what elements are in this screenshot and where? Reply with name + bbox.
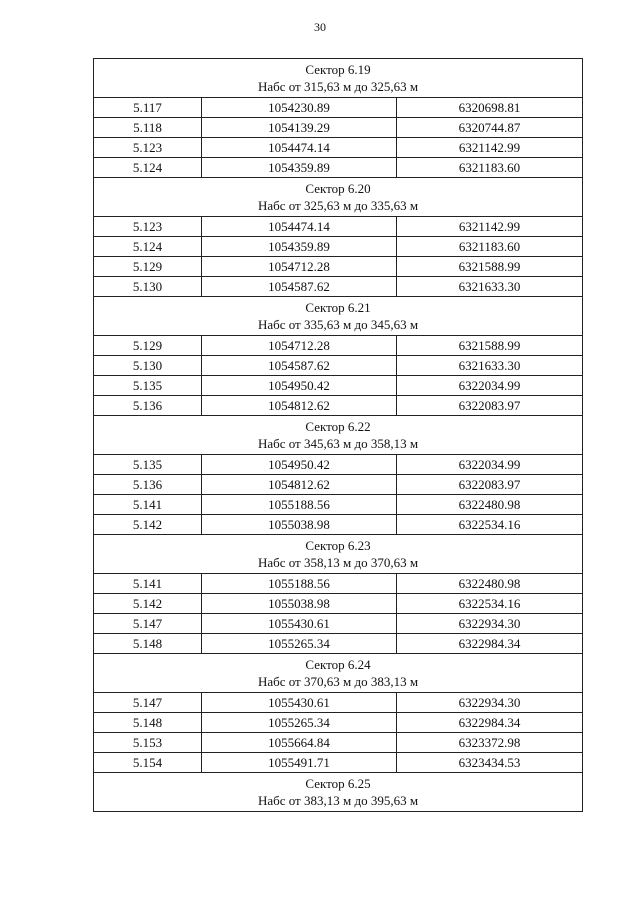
- table-row: [94, 376, 583, 396]
- point-number-cell: 5.141: [94, 495, 202, 515]
- coordinate-y-cell: 6322534.16: [397, 594, 583, 614]
- sector-title: Сектор 6.19: [305, 62, 371, 77]
- point-number-cell: 5.135: [94, 455, 202, 475]
- coordinate-x-cell: 1055265.34: [202, 634, 397, 654]
- sector-header-cell: [94, 178, 583, 217]
- sector-title: Сектор 6.25: [305, 776, 371, 791]
- sector-header-cell: [94, 297, 583, 336]
- coordinate-x-cell: 1054474.14: [202, 138, 397, 158]
- table-row: [94, 257, 583, 277]
- point-number-cell: 5.141: [94, 574, 202, 594]
- sector-title: Сектор 6.24: [305, 657, 371, 672]
- point-number-cell: 5.148: [94, 713, 202, 733]
- sector-header-row: [94, 178, 583, 217]
- coordinate-y-cell: 6322984.34: [397, 634, 583, 654]
- coordinate-y-cell: 6321588.99: [397, 336, 583, 356]
- coordinate-x-cell: 1055038.98: [202, 594, 397, 614]
- coordinate-x-cell: 1054950.42: [202, 376, 397, 396]
- point-number-cell: 5.123: [94, 138, 202, 158]
- coordinate-y-cell: 6322083.97: [397, 475, 583, 495]
- coordinate-x-cell: 1054474.14: [202, 217, 397, 237]
- sector-title: Сектор 6.22: [305, 419, 371, 434]
- point-number-cell: 5.142: [94, 515, 202, 535]
- coordinate-x-cell: 1055188.56: [202, 495, 397, 515]
- coordinate-x-cell: 1054139.29: [202, 118, 397, 138]
- coordinate-x-cell: 1054359.89: [202, 237, 397, 257]
- coordinate-x-cell: 1054950.42: [202, 455, 397, 475]
- coordinate-x-cell: 1054812.62: [202, 396, 397, 416]
- table-row: [94, 713, 583, 733]
- point-number-cell: 5.130: [94, 356, 202, 376]
- point-number-cell: 5.148: [94, 634, 202, 654]
- table-row: [94, 98, 583, 118]
- sector-altitude-range: Набс от 335,63 м до 345,63 м: [257, 317, 419, 332]
- point-number-cell: 5.136: [94, 475, 202, 495]
- coordinate-y-cell: 6321183.60: [397, 158, 583, 178]
- coordinate-y-cell: 6322534.16: [397, 515, 583, 535]
- table-row: [94, 634, 583, 654]
- point-number-cell: 5.130: [94, 277, 202, 297]
- point-number-cell: 5.147: [94, 614, 202, 634]
- point-number-cell: 5.124: [94, 158, 202, 178]
- table-row: [94, 614, 583, 634]
- sector-altitude-range: Набс от 370,63 м до 383,13 м: [257, 674, 419, 689]
- sector-header-cell: [94, 59, 583, 98]
- coordinate-y-cell: 6323434.53: [397, 753, 583, 773]
- table-row: [94, 594, 583, 614]
- table-row: [94, 158, 583, 178]
- sector-altitude-range: Набс от 325,63 м до 335,63 м: [257, 198, 419, 213]
- coordinate-x-cell: 1055038.98: [202, 515, 397, 535]
- table-row: [94, 515, 583, 535]
- sector-header-row: [94, 416, 583, 455]
- coordinate-y-cell: 6321588.99: [397, 257, 583, 277]
- coordinate-y-cell: 6320698.81: [397, 98, 583, 118]
- table-row: [94, 455, 583, 475]
- table-row: [94, 396, 583, 416]
- point-number-cell: 5.135: [94, 376, 202, 396]
- sector-header-row: [94, 297, 583, 336]
- sector-header-cell: [94, 535, 583, 574]
- sector-title: Сектор 6.21: [305, 300, 371, 315]
- coordinate-x-cell: 1054230.89: [202, 98, 397, 118]
- point-number-cell: 5.124: [94, 237, 202, 257]
- point-number-cell: 5.123: [94, 217, 202, 237]
- sector-header-row: [94, 535, 583, 574]
- table-row: [94, 277, 583, 297]
- point-number-cell: 5.142: [94, 594, 202, 614]
- point-number-cell: 5.154: [94, 753, 202, 773]
- table-row: [94, 574, 583, 594]
- coordinate-y-cell: 6321183.60: [397, 237, 583, 257]
- table-body: [94, 59, 583, 812]
- point-number-cell: 5.147: [94, 693, 202, 713]
- coordinate-y-cell: 6320744.87: [397, 118, 583, 138]
- coordinate-y-cell: 6322083.97: [397, 396, 583, 416]
- table-row: [94, 356, 583, 376]
- coordinate-y-cell: 6322034.99: [397, 455, 583, 475]
- coordinate-x-cell: 1054587.62: [202, 356, 397, 376]
- coordinate-y-cell: 6321633.30: [397, 277, 583, 297]
- coordinate-y-cell: 6322934.30: [397, 614, 583, 634]
- coordinate-y-cell: 6323372.98: [397, 733, 583, 753]
- coordinate-x-cell: 1055188.56: [202, 574, 397, 594]
- table-row: [94, 495, 583, 515]
- coordinate-x-cell: 1054587.62: [202, 277, 397, 297]
- sector-altitude-range: Набс от 383,13 м до 395,63 м: [257, 793, 419, 808]
- coordinate-x-cell: 1055491.71: [202, 753, 397, 773]
- table-row: [94, 237, 583, 257]
- point-number-cell: 5.129: [94, 257, 202, 277]
- coordinate-y-cell: 6321633.30: [397, 356, 583, 376]
- coordinate-y-cell: 6322034.99: [397, 376, 583, 396]
- coordinate-x-cell: 1054359.89: [202, 158, 397, 178]
- coordinate-y-cell: 6322934.30: [397, 693, 583, 713]
- coordinate-x-cell: 1054712.28: [202, 336, 397, 356]
- coordinate-y-cell: 6321142.99: [397, 217, 583, 237]
- coordinate-x-cell: 1054712.28: [202, 257, 397, 277]
- table-row: [94, 118, 583, 138]
- sector-header-row: [94, 654, 583, 693]
- table-row: [94, 693, 583, 713]
- sector-title: Сектор 6.23: [305, 538, 371, 553]
- coordinate-x-cell: 1055430.61: [202, 693, 397, 713]
- sector-header-row: [94, 59, 583, 98]
- sector-altitude-range: Набс от 345,63 м до 358,13 м: [257, 436, 419, 451]
- coordinate-y-cell: 6322984.34: [397, 713, 583, 733]
- sector-header-cell: [94, 416, 583, 455]
- table-row: [94, 733, 583, 753]
- sector-title: Сектор 6.20: [305, 181, 371, 196]
- coordinate-y-cell: 6322480.98: [397, 574, 583, 594]
- point-number-cell: 5.118: [94, 118, 202, 138]
- sector-altitude-range: Набс от 358,13 м до 370,63 м: [257, 555, 419, 570]
- point-number-cell: 5.117: [94, 98, 202, 118]
- table-row: [94, 475, 583, 495]
- table-row: [94, 753, 583, 773]
- coordinate-x-cell: 1054812.62: [202, 475, 397, 495]
- sector-header-cell: [94, 654, 583, 693]
- coordinate-x-cell: 1055430.61: [202, 614, 397, 634]
- point-number-cell: 5.129: [94, 336, 202, 356]
- table-row: [94, 217, 583, 237]
- coordinate-y-cell: 6322480.98: [397, 495, 583, 515]
- table-row: [94, 336, 583, 356]
- sector-header-row: [94, 773, 583, 812]
- coordinate-y-cell: 6321142.99: [397, 138, 583, 158]
- table-row: [94, 138, 583, 158]
- sector-coordinates-table: [93, 58, 583, 812]
- sector-altitude-range: Набс от 315,63 м до 325,63 м: [257, 79, 419, 94]
- page-number: 30: [314, 20, 326, 34]
- point-number-cell: 5.136: [94, 396, 202, 416]
- coordinate-x-cell: 1055265.34: [202, 713, 397, 733]
- point-number-cell: 5.153: [94, 733, 202, 753]
- sector-header-cell: [94, 773, 583, 812]
- coordinate-x-cell: 1055664.84: [202, 733, 397, 753]
